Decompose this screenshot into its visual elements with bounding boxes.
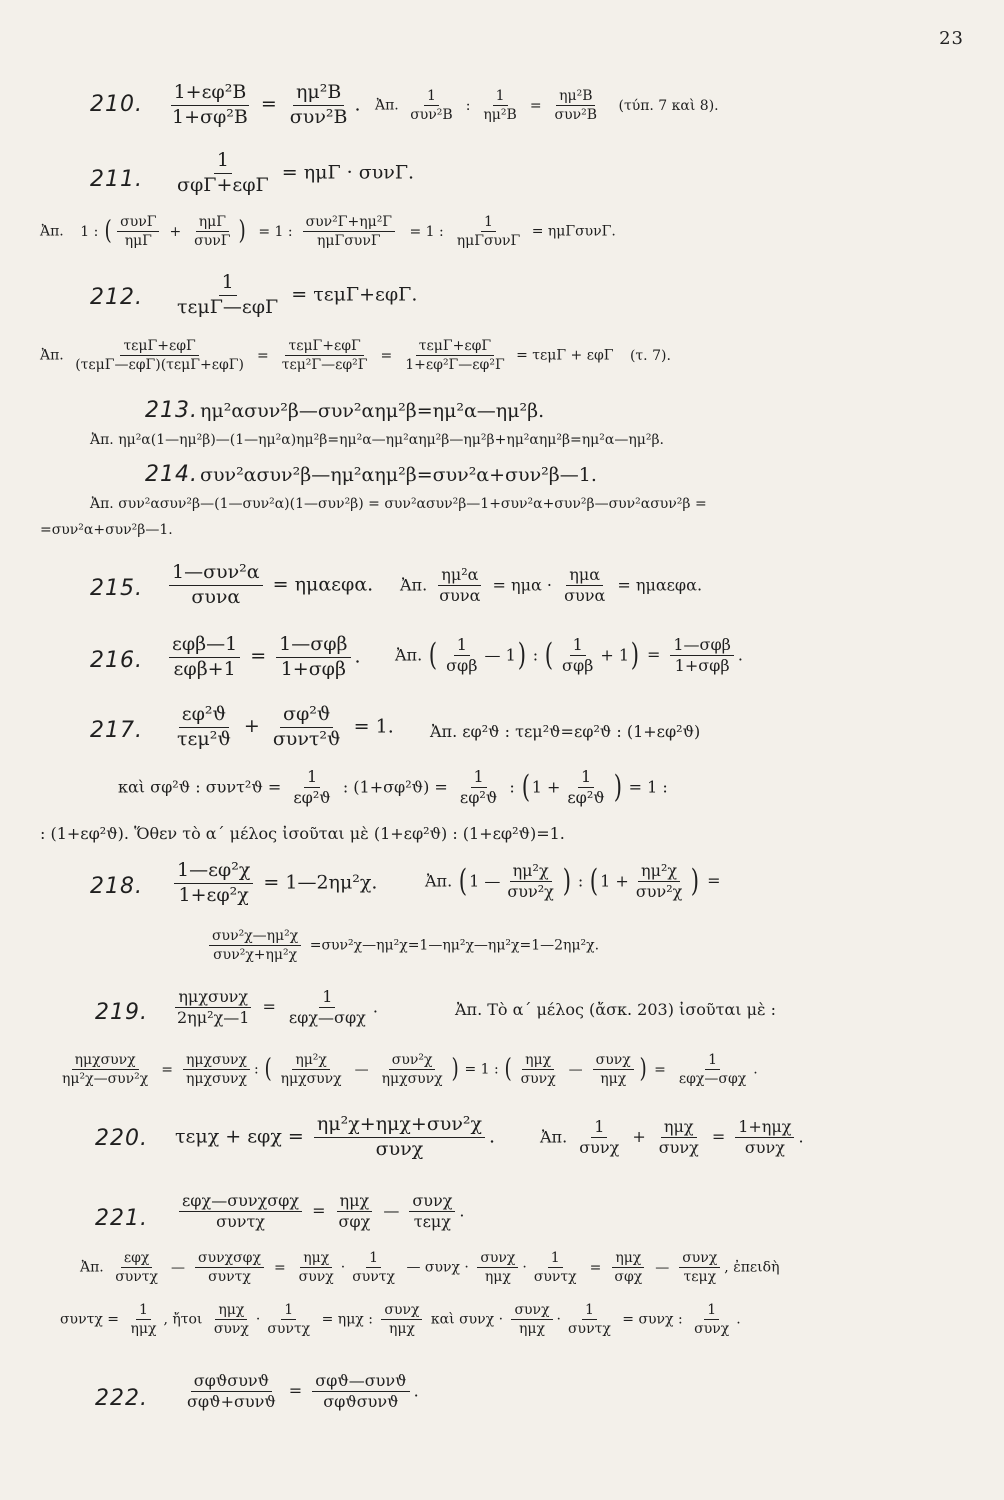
fraction-numerator: σφϑσυνϑ <box>191 1372 272 1392</box>
exercise-214-statement: συν²ασυν²β—ημ²αημ²β=συν²α+συν²β—1. <box>200 464 597 486</box>
fraction-numerator: 1 <box>705 1052 720 1070</box>
reference-note: (τ. 7). <box>629 347 671 364</box>
fraction-denominator: εφ²ϑ <box>459 788 498 808</box>
fraction-numerator: 1 <box>591 1118 607 1138</box>
term: = 1 : <box>628 777 668 797</box>
fraction-denominator: συντχ <box>533 1269 577 1286</box>
exercise-216: $\frac{\text{εφβ—1}}{\text{εφβ+1}}$ = $\frac{\text{1—σφβ}}{\text{1+σφβ}}$ . <box>165 634 361 681</box>
fraction-numerator: 1—σφβ <box>670 636 734 656</box>
fraction-denominator: συντ²ϑ <box>272 727 341 750</box>
answer-label: Ἀπ. <box>400 575 428 595</box>
exercise-number-220: 220. <box>95 1126 148 1151</box>
fraction-denominator: συντχ <box>115 1269 159 1286</box>
answer-210: Ἀπ. $\frac{1}{\text{συν²Β}}$ : $\frac{1}{\text{ημ²Β}}$ = $\frac{\text{ημ²Β}}{\text{συν²Β}}$ (τύπ. 7 καὶ 8). <box>375 88 719 124</box>
fraction-numerator: συνχ <box>477 1250 518 1268</box>
exercise-number-213: 213. <box>145 398 198 423</box>
fraction-denominator: συνχ <box>520 1071 556 1088</box>
answer-label: Ἀπ. <box>425 871 453 891</box>
fraction-denominator: συνχ <box>375 1137 424 1160</box>
exercise-number-211: 211. <box>90 167 143 192</box>
fraction-denominator: συν²Β <box>554 107 598 124</box>
fraction-denominator: συντχ <box>216 1212 265 1232</box>
fraction-numerator: 1 <box>281 1302 296 1320</box>
page-number: 23 <box>939 28 964 49</box>
fraction-numerator: 1+ημχ <box>735 1118 794 1138</box>
fraction-numerator: συνχ <box>679 1250 720 1268</box>
fraction-denominator: συνχ <box>744 1138 785 1158</box>
fraction-denominator: εφβ+1 <box>173 657 236 680</box>
fraction-numerator: ημ²χ+ημχ+συν²χ <box>314 1114 485 1138</box>
fraction-denominator: συνα <box>191 585 241 608</box>
fraction-numerator: ημχ <box>612 1250 644 1268</box>
fraction-numerator: 1—εφ²χ <box>174 860 253 884</box>
fraction-denominator: συντχ <box>352 1269 395 1286</box>
answer-label: Ἀπ. <box>395 645 423 665</box>
fraction-denominator: συνχ <box>579 1138 620 1158</box>
fraction-denominator: συνα <box>564 586 606 606</box>
answer-214-line2: =συν²α+συν²β—1. <box>40 522 173 538</box>
fraction-numerator: 1 <box>471 768 487 788</box>
fraction-numerator: τεμΓ+εφΓ <box>416 338 494 356</box>
fraction-numerator: εφ²ϑ <box>179 704 229 728</box>
result: = ημΓσυνΓ. <box>531 223 616 240</box>
result: = ημαεφα. <box>617 575 703 595</box>
fraction-numerator: ημ²Β <box>293 82 344 106</box>
equation-rhs: = ημαεφα. <box>272 573 374 596</box>
fraction-denominator: συνχ <box>213 1321 249 1338</box>
answer-label: Ἀπ. <box>540 1127 568 1147</box>
term: 1 + <box>600 871 629 891</box>
answer-218-line2 <box>205 928 599 963</box>
fraction-numerator: 1 <box>570 636 586 656</box>
result: =συν²χ—ημ²χ=1—ημ²χ—ημ²χ=1—2ημ²χ. <box>309 937 600 954</box>
fraction-numerator: συν²χ—ημ²χ <box>209 928 301 946</box>
fraction-denominator: 1+σφβ <box>674 656 730 676</box>
fraction-numerator: 1 <box>366 1250 381 1268</box>
fraction-denominator: ημΓσυνΓ <box>456 233 521 250</box>
fraction-denominator: σφϑ+συνϑ <box>187 1392 276 1412</box>
reference-note: (τύπ. 7 καὶ 8). <box>618 97 719 114</box>
exercise-211 <box>170 150 414 197</box>
fraction-numerator: ημχ <box>300 1250 332 1268</box>
fraction-numerator: 1 <box>424 88 439 106</box>
fraction-numerator: εφχ—συνχσφχ <box>179 1192 302 1212</box>
fraction-numerator: 1+εφ²Β <box>171 82 250 106</box>
fraction-denominator: ημ²χ—συν²χ <box>62 1071 149 1088</box>
fraction-numerator: 1 <box>136 1302 151 1320</box>
answer-212: Ἀπ. $\frac{\text{τεμΓ+εφΓ}}{\text{(τεμΓ—εφΓ)(τεμΓ+εφΓ)}}$ = $\frac{\text{τεμΓ+εφΓ}}{\text{τεμ²Γ—εφ²Γ}}$ = $\frac{\text{τεμΓ+εφΓ}}{\text{1+εφ²Γ—εφ²Γ}}$ = τεμΓ + εφΓ (τ. 7). <box>40 338 671 374</box>
term: καὶ συνχ · <box>430 1311 504 1328</box>
exercise-220: τεμχ + εφχ = $\frac{\text{ημ²χ+ημχ+συν²χ}}{\text{συνχ}}$ . <box>175 1113 496 1160</box>
fraction-denominator: (τεμΓ—εφΓ)(τεμΓ+εφΓ) <box>75 357 244 374</box>
fraction-denominator: ημχ <box>484 1269 511 1286</box>
answer-214-line1: Ἀπ. συν²ασυν²β—(1—συν²α)(1—συν²β) = συν²ασυν²β—1+συν²α+συν²β—συν²ασυν²β = <box>90 496 707 512</box>
answer-217-line2: καὶ σφ²ϑ : συντ²ϑ = $\frac{1}{\text{εφ²ϑ}}$ : (1+σφ²ϑ) = $\frac{1}{\text{εφ²ϑ}}$ : ( 1 + $\frac{1}{\text{εφ²ϑ}}$ ) = 1 : <box>118 767 668 808</box>
fraction-numerator: συνχ <box>511 1302 552 1320</box>
fraction-numerator: εφβ—1 <box>169 634 240 658</box>
term: = συνχ : <box>622 1311 683 1328</box>
fraction-denominator: συνΓ <box>194 233 231 250</box>
answer-216: Ἀπ. ( $\frac{1}{\text{σφβ}}$ — 1) : ( $\frac{1}{\text{σφβ}}$ + 1) = $\frac{\text{1—σφβ}}{\text{1+σφβ}}$ . <box>395 635 744 676</box>
fraction-numerator: 1 <box>304 768 320 788</box>
term: = 1 : <box>464 1061 499 1078</box>
fraction-numerator: 1—σφβ <box>276 634 350 658</box>
fraction-numerator: συν²Γ+ημ²Γ <box>303 214 395 232</box>
exercise-number-217: 217. <box>90 718 143 743</box>
fraction-numerator: 1 <box>548 1250 563 1268</box>
fraction-denominator: 2ημ²χ—1 <box>177 1008 250 1028</box>
fraction-numerator: 1 <box>454 636 470 656</box>
fraction-denominator: ημχ <box>130 1321 157 1338</box>
exercise-219: $\frac{\text{ημχσυνχ}}{\text{2ημ²χ—1}}$ = $\frac{1}{\text{εφχ—σφχ}}$ . <box>170 988 378 1028</box>
exercise-number-222: 222. <box>95 1386 148 1411</box>
fraction-denominator: συν²Β <box>410 107 453 124</box>
fraction-denominator: ημχσυνχ <box>381 1071 443 1088</box>
term: , ἐπειδὴ <box>724 1259 780 1276</box>
exercise-number-216: 216. <box>90 648 143 673</box>
fraction-numerator: ημα <box>566 566 603 586</box>
fraction-numerator: συνΓ <box>117 214 159 232</box>
fraction-numerator: ημ²Β <box>556 88 595 106</box>
exercise-210: $\frac{\text{1+εφ²Β}}{\text{1+σφ²Β}}$ = $\frac{\text{ημ²Β}}{\text{συν²Β}}$ . <box>165 82 361 129</box>
term: καὶ σφ²ϑ : συντ²ϑ = <box>118 777 282 797</box>
equation-rhs: = τεμΓ+εφΓ. <box>291 283 418 306</box>
answer-label: Ἀπ. <box>375 97 399 114</box>
exercise-221: $\frac{\text{εφχ—συνχσφχ}}{\text{συντχ}}$ = $\frac{\text{ημχ}}{\text{σφχ}}$ — $\frac{\text{συνχ}}{\text{τεμχ}}$ . <box>175 1192 464 1232</box>
answer-213: Ἀπ. ημ²α(1—ημ²β)—(1—ημ²α)ημ²β=ημ²α—ημ²αημ²β—ημ²β+ημ²αημ²β=ημ²α—ημ²β. <box>90 432 664 448</box>
fraction-numerator: συνχσφχ <box>195 1250 264 1268</box>
fraction-numerator: συνχ <box>593 1052 634 1070</box>
exercise-number-212: 212. <box>90 285 143 310</box>
fraction-denominator: συν²Β <box>289 105 348 128</box>
fraction-numerator: ημχ <box>522 1052 554 1070</box>
answer-221-line1: Ἀπ. $\frac{\text{εφχ}}{\text{συντχ}}$ — $\frac{\text{συνχσφχ}}{\text{συντχ}}$ = $\frac{\text{ημχ}}{\text{συνχ}}$ · $\frac{1}{\text{συντχ}}$ — συνχ · $\frac{\text{συνχ}}{\text{ημχ}}$ · $\frac{1}{\text{συντχ}}$ = $\frac{\text{ημχ}}{\text{σφχ}}$ — $\frac{\text{συνχ}}{\text{τεμχ}}$ , ἐπειδὴ <box>80 1250 780 1286</box>
fraction-denominator: ημχσυνχ <box>186 1071 248 1088</box>
answer-label: Ἀπ. <box>80 1259 104 1276</box>
fraction-denominator: ημΓ <box>124 233 152 250</box>
fraction-numerator: 1 <box>481 214 496 232</box>
fraction-numerator: ημχσυνχ <box>72 1052 139 1070</box>
exercise-number-219: 219. <box>95 1000 148 1025</box>
answer-220: Ἀπ. $\frac{1}{\text{συνχ}}$ + $\frac{\text{ημχ}}{\text{συνχ}}$ = $\frac{\text{1+ημχ}}{\text{συνχ}}$ . <box>540 1117 804 1158</box>
fraction-denominator: εφχ—σφχ <box>678 1071 747 1088</box>
fraction-denominator: εφ²ϑ <box>293 788 331 808</box>
fraction-denominator: ημχσυνχ <box>280 1071 342 1088</box>
fraction-denominator: 1+εφ²χ <box>178 883 249 906</box>
fraction-numerator: σφ²ϑ <box>280 704 333 728</box>
answer-215 <box>400 566 702 606</box>
term: 1 — <box>469 871 501 891</box>
fraction-denominator: τεμ²Γ—εφ²Γ <box>281 357 368 374</box>
fraction-denominator: 1+σφβ <box>280 657 346 680</box>
exercise-217: $\frac{\text{εφ²ϑ}}{\text{τεμ²ϑ}}$ + $\frac{\text{σφ²ϑ}}{\text{συντ²ϑ}}$ = 1. <box>170 704 394 751</box>
exercise-212 <box>170 272 417 319</box>
fraction-denominator: ημΓσυνΓ <box>317 233 381 250</box>
fraction-numerator: ημΓ <box>196 214 229 232</box>
term: = ημχ : <box>321 1311 373 1328</box>
fraction-denominator: εφ²ϑ <box>567 788 605 808</box>
fraction-denominator: συνα <box>439 586 481 606</box>
fraction-numerator: 1—συν²α <box>169 562 263 586</box>
fraction-numerator: 1 <box>582 1302 597 1320</box>
fraction-denominator: συν²χ <box>635 882 683 902</box>
term: συντχ = <box>60 1311 119 1328</box>
fraction-denominator: σφΓ+εφΓ <box>177 173 269 196</box>
fraction-denominator: σφχ <box>338 1212 371 1232</box>
exercise-number-221: 221. <box>95 1206 148 1231</box>
fraction-numerator: ημχσυνχ <box>175 988 251 1008</box>
fraction-numerator: 1 <box>319 988 335 1008</box>
answer-217-line1: Ἀπ. εφ²ϑ : τεμ²ϑ=εφ²ϑ : (1+εφ²ϑ) <box>430 722 701 741</box>
fraction-numerator: τεμΓ+εφΓ <box>285 338 363 356</box>
fraction-denominator: τεμΓ—εφΓ <box>177 295 279 318</box>
answer-219-line2: $\frac{\text{ημχσυνχ}}{\text{ημ²χ—συν²χ}}$ = $\frac{\text{ημχσυνχ}}{\text{ημχσυνχ}}$ : ( $\frac{\text{ημ²χ}}{\text{ημχσυνχ}}$ — $\frac{\text{συν²χ}}{\text{ημχσυνχ}}$ ) = 1 : ( $\frac{\text{ημχ}}{\text{συνχ}}$ — $\frac{\text{συνχ}}{\text{ημχ}}$ ) = $\frac{1}{\text{εφχ—σφχ}}$ . <box>55 1052 758 1087</box>
exercise-number-210: 210. <box>90 92 143 117</box>
fraction-numerator: ημχ <box>661 1118 697 1138</box>
fraction-denominator: συνχ <box>694 1321 730 1338</box>
exercise-218 <box>170 860 377 907</box>
exercise-number-214: 214. <box>145 462 198 487</box>
fraction-numerator: 1 <box>578 768 594 788</box>
answer-218-line1: Ἀπ. ( 1 — $\frac{\text{ημ²χ}}{\text{συν²χ}}$ ) : ( 1 + $\frac{\text{ημ²χ}}{\text{συν²χ}}$ ) = <box>425 861 721 902</box>
fraction-denominator: συν²χ <box>507 882 554 902</box>
answer-219-line1: Ἀπ. Τὸ α΄ μέλος (ἄσκ. 203) ἰσοῦται μὲ : <box>455 1000 777 1019</box>
equation-rhs: = 1—2ημ²χ. <box>263 871 378 894</box>
fraction-numerator: συνχ <box>409 1192 455 1212</box>
term: + 1 <box>600 645 630 665</box>
answer-211: Ἀπ. 1 : ( $\frac{\text{συνΓ}}{\text{ημΓ}}$ + $\frac{\text{ημΓ}}{\text{συνΓ}}$ ) = 1 : $\frac{\text{συν²Γ+ημ²Γ}}{\text{ημΓσυνΓ}}$ = 1 : $\frac{1}{\text{ημΓσυνΓ}}$ = ημΓσυνΓ. <box>40 214 616 250</box>
term: , ἤτοι <box>163 1311 203 1328</box>
exercise-222: $\frac{\text{σφϑσυνϑ}}{\text{σφϑ+συνϑ}}$ = $\frac{\text{σφϑ—συνϑ}}{\text{σφϑσυνϑ}}$ . <box>180 1372 419 1412</box>
fraction-denominator: σφβ <box>562 656 594 676</box>
fraction-numerator: σφϑ—συνϑ <box>312 1372 409 1392</box>
fraction-denominator: ημ²Β <box>483 107 517 124</box>
fraction-denominator: ημχ <box>519 1321 545 1338</box>
result: = τεμΓ + εφΓ <box>516 347 614 364</box>
exercise-number-215: 215. <box>90 576 143 601</box>
fraction-numerator: ημχσυνχ <box>183 1052 250 1070</box>
fraction-denominator: τεμ²ϑ <box>177 727 231 750</box>
answer-221-line2: συντχ = $\frac{1}{\text{ημχ}}$ , ἤτοι $\frac{\text{ημχ}}{\text{συνχ}}$ · $\frac{1}{\text{συντχ}}$ = ημχ : $\frac{\text{συνχ}}{\text{ημχ}}$ καὶ συνχ · $\frac{\text{συνχ}}{\text{ημχ}}$ · $\frac{1}{\text{συντχ}}$ = συνχ : $\frac{1}{\text{συνχ}}$ . <box>60 1302 741 1338</box>
fraction-numerator: 1 <box>214 150 232 174</box>
fraction-denominator: ημχ <box>388 1321 415 1338</box>
exercise-213-statement: ημ²ασυν²β—συν²αημ²β=ημ²α—ημ²β. <box>200 400 545 422</box>
equation-rhs: = ημΓ · συνΓ. <box>281 161 415 184</box>
fraction-numerator: ημ²α <box>438 566 481 586</box>
fraction-numerator: ημ²χ <box>638 862 680 882</box>
fraction-denominator: συν²χ+ημ²χ <box>213 947 298 964</box>
fraction-denominator: συνχ <box>298 1269 334 1286</box>
fraction-numerator: 1 <box>219 272 237 296</box>
fraction-denominator: σφβ <box>446 656 478 676</box>
fraction-numerator: εφχ <box>121 1250 153 1268</box>
fraction-numerator: 1 <box>704 1302 719 1320</box>
fraction-denominator: σφϑσυνϑ <box>323 1392 399 1412</box>
fraction-numerator: ημ²χ <box>510 862 552 882</box>
fraction-denominator: συντχ <box>267 1321 311 1338</box>
fraction-denominator: συντχ <box>208 1269 251 1286</box>
term: — συνχ · <box>406 1259 469 1276</box>
fraction-numerator: συνχ <box>381 1302 422 1320</box>
fraction-denominator: τεμχ <box>413 1212 451 1232</box>
answer-label: Ἀπ. <box>40 347 64 364</box>
term: — 1 <box>484 645 516 665</box>
fraction-denominator: συντχ <box>568 1321 611 1338</box>
fraction-denominator: τεμχ <box>683 1269 717 1286</box>
term: : <box>509 777 515 797</box>
equation-lhs: τεμχ + εφχ = <box>175 1125 304 1148</box>
fraction-numerator: συν²χ <box>389 1052 436 1070</box>
fraction-denominator: εφχ—σφχ <box>288 1008 366 1028</box>
exercise-number-218: 218. <box>90 874 143 899</box>
term: 1 + <box>531 777 561 797</box>
fraction-denominator: συνχ <box>658 1138 699 1158</box>
fraction-denominator: σφχ <box>614 1269 643 1286</box>
answer-217-line3: : (1+εφ²ϑ). Ὅθεν τὸ α΄ μέλος ἰσοῦται μὲ (1+εφ²ϑ) : (1+εφ²ϑ)=1. <box>40 824 565 843</box>
fraction-numerator: 1 <box>493 88 508 106</box>
term: : (1+σφ²ϑ) = <box>342 777 448 797</box>
term: 1 : <box>80 223 99 240</box>
fraction-numerator: τεμΓ+εφΓ <box>120 338 198 356</box>
fraction-denominator: 1+σφ²Β <box>172 105 248 128</box>
fraction-numerator: ημχ <box>215 1302 247 1320</box>
exercise-215 <box>165 562 373 609</box>
equation-rhs: = 1. <box>353 715 394 738</box>
fraction-denominator: ημχ <box>600 1071 627 1088</box>
fraction-numerator: ημχ <box>337 1192 373 1212</box>
term: = ημα · <box>492 575 552 595</box>
fraction-numerator: ημ²χ <box>292 1052 330 1070</box>
fraction-denominator: 1+εφ²Γ—εφ²Γ <box>405 357 505 374</box>
answer-label: Ἀπ. <box>40 223 64 240</box>
